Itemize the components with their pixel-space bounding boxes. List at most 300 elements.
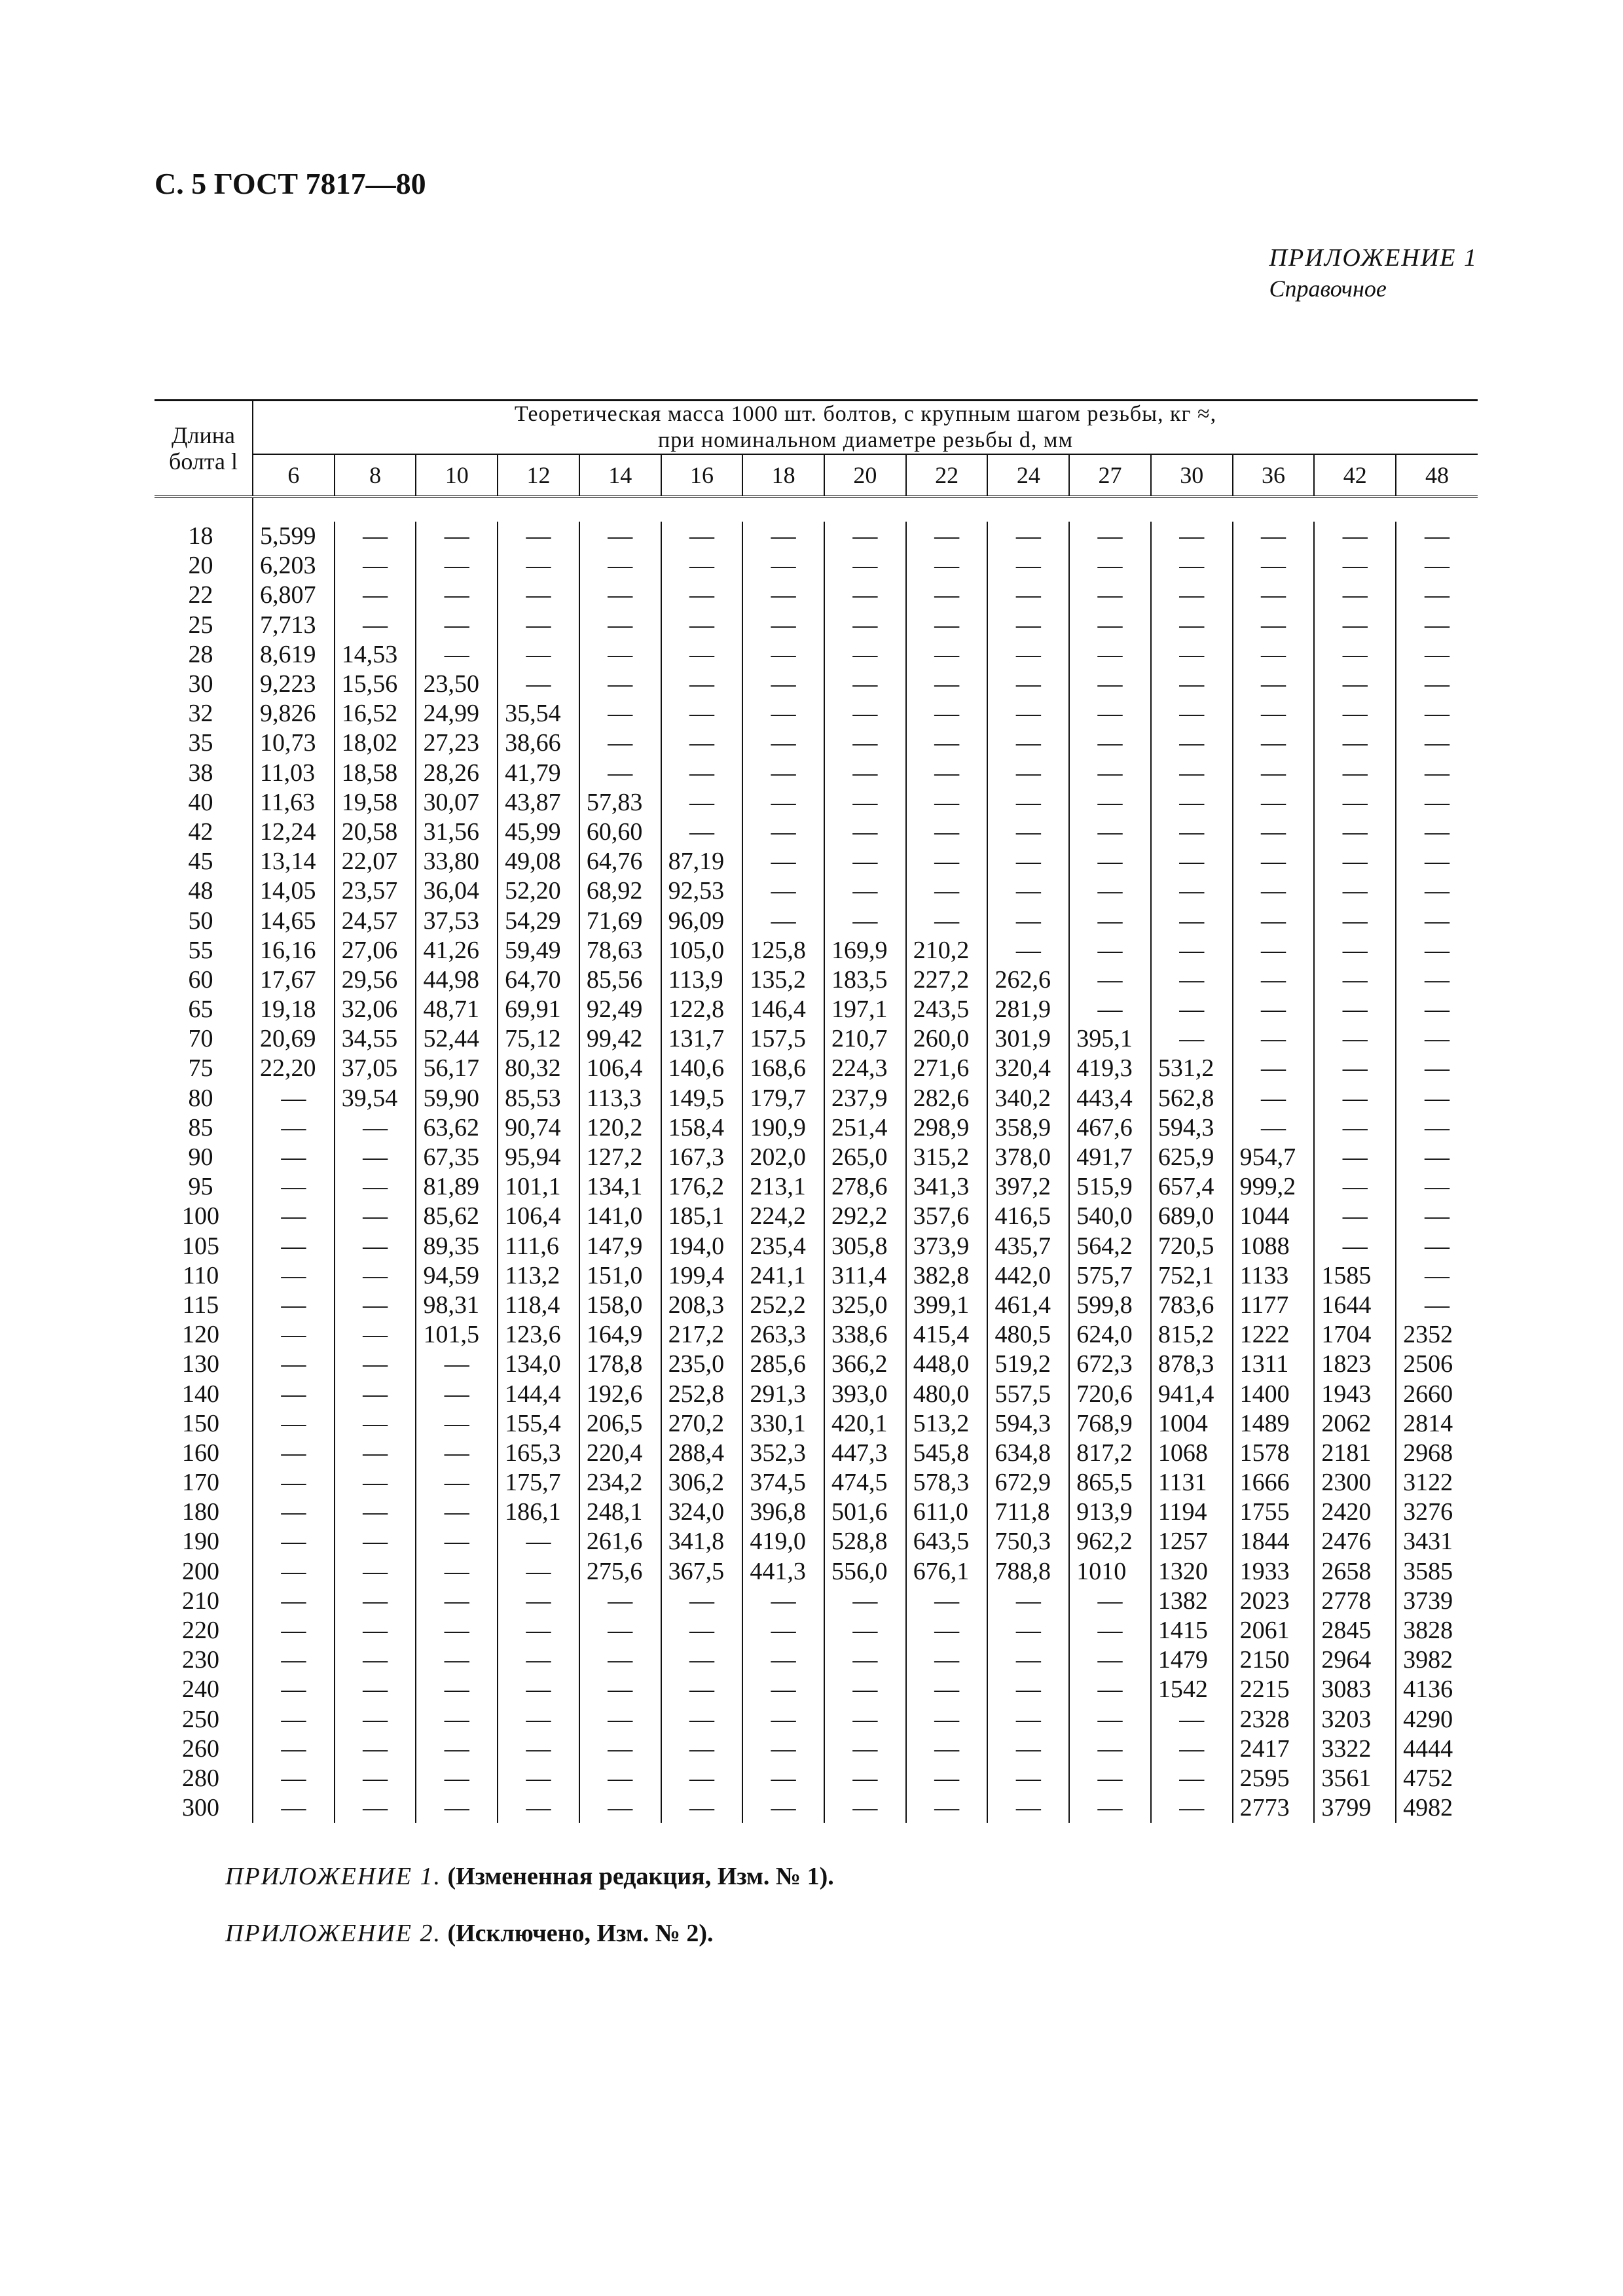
- mass-cell: —: [253, 1379, 335, 1408]
- mass-cell: —: [253, 1113, 335, 1143]
- mass-cell: —: [1314, 728, 1396, 758]
- length-cell: 90: [155, 1143, 253, 1172]
- mass-cell: —: [1425, 848, 1450, 876]
- mass-cell: 752,1: [1151, 1261, 1233, 1291]
- mass-cell: —: [987, 1764, 1069, 1793]
- mass-cell: —: [987, 611, 1069, 640]
- mass-cell: 2328: [1233, 1705, 1315, 1734]
- mass-cell: 24,99: [416, 699, 498, 728]
- mass-cell: 2150: [1233, 1645, 1315, 1675]
- mass-cell: —: [1425, 817, 1450, 846]
- mass-cell: 378,0: [987, 1143, 1069, 1172]
- mass-cell: —: [498, 611, 579, 640]
- length-cell: 22: [155, 581, 253, 610]
- length-cell: 48: [155, 876, 253, 906]
- mass-cell: 27,23: [416, 728, 498, 758]
- mass-cell: —: [498, 1557, 579, 1587]
- mass-cell: —: [1314, 1143, 1396, 1172]
- mass-cell: 624,0: [1069, 1320, 1151, 1350]
- mass-cell: 224,2: [742, 1202, 824, 1231]
- table-row: [155, 1320, 1478, 1350]
- length-cell: 55: [155, 936, 253, 965]
- appendix-subtitle: Справочное: [1269, 276, 1387, 302]
- mass-cell: 235,0: [661, 1350, 743, 1379]
- mass-cell: —: [1425, 1173, 1450, 1201]
- length-cell: 65: [155, 995, 253, 1024]
- mass-cell: —: [1425, 640, 1450, 668]
- mass-cell: 59,90: [416, 1084, 498, 1113]
- mass-cell: 146,4: [742, 995, 824, 1024]
- mass-cell: —: [1069, 1705, 1151, 1734]
- mass-cell: —: [824, 817, 906, 847]
- mass-cell: 540,0: [1069, 1202, 1151, 1231]
- mass-cell: —: [579, 728, 661, 758]
- mass-cell: 281,9: [987, 995, 1069, 1024]
- mass-cell: 54,29: [498, 906, 579, 935]
- table-row: [155, 906, 1478, 935]
- mass-cell: 338,6: [824, 1320, 906, 1350]
- mass-cell: —: [824, 759, 906, 788]
- mass-cell: 248,1: [579, 1498, 661, 1527]
- mass-cell: —: [824, 788, 906, 817]
- mass-cell: 118,4: [498, 1291, 579, 1320]
- mass-cell: —: [1314, 522, 1396, 551]
- mass-cell: 357,6: [906, 1202, 988, 1231]
- mass-cell: 36,04: [416, 876, 498, 906]
- mass-cell: 220,4: [579, 1439, 661, 1468]
- mass-cell: —: [335, 1616, 416, 1645]
- mass-cell: 101,1: [498, 1172, 579, 1202]
- mass-cell: —: [661, 581, 743, 610]
- mass-cell: 815,2: [1151, 1320, 1233, 1350]
- mass-cell: 120,2: [579, 1113, 661, 1143]
- mass-cell: —: [987, 699, 1069, 728]
- table-row: [155, 847, 1478, 876]
- table-row: [155, 1143, 1478, 1172]
- mass-cell: —: [253, 1261, 335, 1291]
- mass-cell: —: [416, 1734, 498, 1764]
- mass-cell: 271,6: [906, 1054, 988, 1083]
- mass-cell: 68,92: [579, 876, 661, 906]
- mass-cell: —: [335, 1261, 416, 1291]
- mass-cell: —: [416, 551, 498, 581]
- mass-cell: —: [1425, 759, 1450, 787]
- mass-cell: 202,0: [742, 1143, 824, 1172]
- table-row: [155, 1232, 1478, 1261]
- diameter-header: 10: [416, 454, 498, 497]
- mass-cell: 2300: [1314, 1468, 1396, 1498]
- mass-cell: 340,2: [987, 1084, 1069, 1113]
- mass-cell: 141,0: [579, 1202, 661, 1231]
- mass-cell: 140,6: [661, 1054, 743, 1083]
- mass-cell: 48,71: [416, 995, 498, 1024]
- mass-cell: 3083: [1314, 1675, 1396, 1704]
- mass-cell: 275,6: [579, 1557, 661, 1587]
- mass-cell: —: [1425, 1261, 1450, 1289]
- table-row: [155, 1793, 1478, 1823]
- mass-cell: —: [1151, 1705, 1233, 1734]
- length-cell: 38: [155, 759, 253, 788]
- mass-cell: 2023: [1233, 1587, 1315, 1616]
- mass-cell: —: [1069, 1734, 1151, 1764]
- mass-cell: 13,14: [253, 847, 335, 876]
- mass-cell: 5,599: [253, 522, 335, 551]
- table-spacer-row: [155, 497, 1478, 522]
- mass-cell: —: [742, 1616, 824, 1645]
- diameter-header-row: [155, 454, 1478, 497]
- mass-cell: —: [416, 1793, 498, 1823]
- table-row: [155, 1350, 1478, 1379]
- mass-cell: —: [1069, 1764, 1151, 1793]
- mass-cell: 305,8: [824, 1232, 906, 1261]
- table-row: [155, 1113, 1478, 1143]
- mass-cell: —: [906, 1764, 988, 1793]
- mass-cell: —: [824, 1734, 906, 1764]
- mass-cell: —: [498, 551, 579, 581]
- mass-cell: —: [1233, 936, 1315, 965]
- mass-cell: 90,74: [498, 1113, 579, 1143]
- mass-cell: —: [661, 1587, 743, 1616]
- mass-cell: 127,2: [579, 1143, 661, 1172]
- mass-cell: —: [824, 670, 906, 699]
- mass-cell: 298,9: [906, 1113, 988, 1143]
- mass-cell: 134,0: [498, 1350, 579, 1379]
- mass-cell: 151,0: [579, 1261, 661, 1291]
- table-row: [155, 551, 1478, 581]
- mass-cell: 467,6: [1069, 1113, 1151, 1143]
- table-row: [155, 1024, 1478, 1054]
- mass-cell: 35,54: [498, 699, 579, 728]
- mass-cell: —: [1151, 1764, 1233, 1793]
- mass-cell: —: [579, 1793, 661, 1823]
- mass-cell: 3739: [1403, 1587, 1453, 1615]
- mass-cell: 1578: [1233, 1439, 1315, 1468]
- mass-cell: 3431: [1403, 1528, 1453, 1556]
- table-row: [155, 728, 1478, 758]
- mass-cell: —: [253, 1734, 335, 1764]
- mass-cell: —: [742, 670, 824, 699]
- mass-cell: —: [1314, 995, 1396, 1024]
- mass-cell: —: [1425, 1113, 1450, 1141]
- mass-cell: —: [661, 1764, 743, 1793]
- mass-cell: —: [906, 847, 988, 876]
- mass-cell: 962,2: [1069, 1527, 1151, 1556]
- mass-cell: 235,4: [742, 1232, 824, 1261]
- mass-cell: 324,0: [661, 1498, 743, 1527]
- mass-cell: 1068: [1151, 1439, 1233, 1468]
- mass-cell: 1933: [1233, 1557, 1315, 1587]
- mass-cell: 15,56: [335, 670, 416, 699]
- mass-cell: 288,4: [661, 1439, 743, 1468]
- mass-cell: 2845: [1314, 1616, 1396, 1645]
- length-cell: 260: [155, 1734, 253, 1764]
- mass-cell: 262,6: [987, 965, 1069, 995]
- mass-cell: 95,94: [498, 1143, 579, 1172]
- mass-cell: —: [579, 640, 661, 670]
- mass-cell: 783,6: [1151, 1291, 1233, 1320]
- mass-cell: 75,12: [498, 1024, 579, 1054]
- mass-cell: —: [824, 581, 906, 610]
- mass-cell: —: [742, 817, 824, 847]
- mass-cell: —: [1314, 1054, 1396, 1083]
- mass-cell: —: [906, 1734, 988, 1764]
- mass-cell: 1257: [1151, 1527, 1233, 1556]
- mass-cell: 711,8: [987, 1498, 1069, 1527]
- mass-cell: —: [1151, 1734, 1233, 1764]
- mass-cell: —: [824, 1587, 906, 1616]
- mass-cell: —: [253, 1409, 335, 1439]
- spacer-cell: [253, 497, 1478, 522]
- mass-cell: 393,0: [824, 1379, 906, 1408]
- mass-cell: 197,1: [824, 995, 906, 1024]
- mass-cell: 122,8: [661, 995, 743, 1024]
- mass-cell: 448,0: [906, 1350, 988, 1379]
- mass-cell: 39,54: [335, 1084, 416, 1113]
- mass-cell: 165,3: [498, 1439, 579, 1468]
- length-cell: 190: [155, 1527, 253, 1556]
- mass-cell: 10,73: [253, 728, 335, 758]
- mass-cell: —: [253, 1527, 335, 1556]
- table-row: [155, 1616, 1478, 1645]
- mass-cell: —: [335, 1734, 416, 1764]
- mass-cell: 60,60: [579, 817, 661, 847]
- length-cell: 170: [155, 1468, 253, 1498]
- mass-cell: —: [1314, 847, 1396, 876]
- mass-cell: —: [498, 1616, 579, 1645]
- mass-cell: —: [987, 1793, 1069, 1823]
- mass-cell: 594,3: [987, 1409, 1069, 1439]
- mass-cell: 2061: [1233, 1616, 1315, 1645]
- mass-cell: —: [824, 640, 906, 670]
- mass-cell: 352,3: [742, 1439, 824, 1468]
- length-cell: 30: [155, 670, 253, 699]
- mass-cell: —: [742, 1705, 824, 1734]
- mass-cell: 501,6: [824, 1498, 906, 1527]
- mass-cell: —: [661, 1705, 743, 1734]
- mass-cell: —: [335, 581, 416, 610]
- note-appendix-2: [225, 1919, 714, 1948]
- length-cell: 40: [155, 788, 253, 817]
- mass-cell: 720,5: [1151, 1232, 1233, 1261]
- table-row: [155, 965, 1478, 995]
- mass-cell: —: [416, 1527, 498, 1556]
- mass-cell: 315,2: [906, 1143, 988, 1172]
- mass-cell: 720,6: [1069, 1379, 1151, 1408]
- mass-cell: 480,0: [906, 1379, 988, 1408]
- mass-cell: 131,7: [661, 1024, 743, 1054]
- mass-cell: 1704: [1314, 1320, 1396, 1350]
- mass-cell: 643,5: [906, 1527, 988, 1556]
- mass-cell: —: [579, 581, 661, 610]
- table-caption-line-2: при номинальном диаметре резьбы d, мм: [658, 428, 1073, 452]
- mass-cell: —: [1069, 817, 1151, 847]
- mass-cell: —: [1069, 906, 1151, 935]
- mass-cell: 147,9: [579, 1232, 661, 1261]
- mass-cell: —: [661, 1675, 743, 1704]
- mass-cell: —: [987, 581, 1069, 610]
- table-row: [155, 1557, 1478, 1587]
- mass-cell: 208,3: [661, 1291, 743, 1320]
- mass-cell: —: [987, 1675, 1069, 1704]
- mass-cell: 491,7: [1069, 1143, 1151, 1172]
- mass-cell: 28,26: [416, 759, 498, 788]
- mass-cell: —: [579, 1675, 661, 1704]
- table-row: [155, 1705, 1478, 1734]
- mass-cell: 419,0: [742, 1527, 824, 1556]
- mass-cell: 1542: [1151, 1675, 1233, 1704]
- mass-cell: —: [824, 1764, 906, 1793]
- mass-cell: —: [1425, 729, 1450, 757]
- mass-cell: 399,1: [906, 1291, 988, 1320]
- mass-cell: 382,8: [906, 1261, 988, 1291]
- mass-cell: —: [1151, 670, 1233, 699]
- mass-cell: —: [1314, 965, 1396, 995]
- mass-cell: —: [824, 699, 906, 728]
- mass-cell: —: [906, 640, 988, 670]
- mass-cell: —: [742, 759, 824, 788]
- mass-cell: —: [1233, 551, 1315, 581]
- mass-cell: —: [1151, 1024, 1233, 1054]
- mass-cell: —: [742, 788, 824, 817]
- mass-cell: —: [416, 1498, 498, 1527]
- mass-cell: —: [987, 670, 1069, 699]
- mass-cell: 291,3: [742, 1379, 824, 1408]
- mass-cell: —: [579, 1764, 661, 1793]
- appendix-block: [1269, 243, 1478, 302]
- mass-cell: —: [742, 1587, 824, 1616]
- mass-cell: 123,6: [498, 1320, 579, 1350]
- table-row: [155, 611, 1478, 640]
- mass-cell: 45,99: [498, 817, 579, 847]
- mass-cell: 575,7: [1069, 1261, 1151, 1291]
- length-cell: 25: [155, 611, 253, 640]
- mass-cell: 33,80: [416, 847, 498, 876]
- mass-cell: —: [498, 1793, 579, 1823]
- mass-cell: 2417: [1233, 1734, 1315, 1764]
- mass-cell: —: [335, 522, 416, 551]
- mass-cell: 301,9: [987, 1024, 1069, 1054]
- mass-cell: —: [987, 876, 1069, 906]
- mass-cell: 531,2: [1151, 1054, 1233, 1083]
- mass-cell: 23,57: [335, 876, 416, 906]
- table-caption: [253, 401, 1478, 455]
- mass-cell: 20,69: [253, 1024, 335, 1054]
- mass-cell: 817,2: [1069, 1439, 1151, 1468]
- mass-cell: —: [253, 1143, 335, 1172]
- mass-cell: 545,8: [906, 1439, 988, 1468]
- mass-cell: —: [253, 1291, 335, 1320]
- mass-cell: 22,07: [335, 847, 416, 876]
- mass-cell: —: [416, 522, 498, 551]
- mass-cell: 1644: [1314, 1291, 1396, 1320]
- mass-cell: 178,8: [579, 1350, 661, 1379]
- length-cell: 80: [155, 1084, 253, 1113]
- mass-cell: —: [906, 699, 988, 728]
- mass-cell: —: [1069, 936, 1151, 965]
- mass-cell: —: [987, 788, 1069, 817]
- mass-cell: —: [416, 1409, 498, 1439]
- mass-cell: —: [906, 1645, 988, 1675]
- mass-cell: —: [335, 1793, 416, 1823]
- mass-cell: —: [1233, 788, 1315, 817]
- mass-cell: —: [906, 1616, 988, 1645]
- mass-cell: 556,0: [824, 1557, 906, 1587]
- mass-cell: —: [498, 581, 579, 610]
- mass-cell: —: [1151, 847, 1233, 876]
- mass-cell: 913,9: [1069, 1498, 1151, 1527]
- mass-cell: —: [1151, 1793, 1233, 1823]
- mass-cell: —: [1233, 611, 1315, 640]
- mass-cell: —: [1314, 699, 1396, 728]
- mass-cell: 3561: [1314, 1764, 1396, 1793]
- mass-cell: 435,7: [987, 1232, 1069, 1261]
- mass-cell: —: [661, 728, 743, 758]
- mass-cell: 480,5: [987, 1320, 1069, 1350]
- mass-cell: 34,55: [335, 1024, 416, 1054]
- mass-cell: —: [498, 1705, 579, 1734]
- table-row: [155, 1261, 1478, 1291]
- mass-cell: —: [1314, 611, 1396, 640]
- mass-cell: —: [1233, 670, 1315, 699]
- mass-cell: 144,4: [498, 1379, 579, 1408]
- mass-cell: 2476: [1314, 1527, 1396, 1556]
- mass-cell: —: [906, 611, 988, 640]
- mass-cell: —: [579, 1705, 661, 1734]
- mass-cell: —: [1425, 581, 1450, 609]
- mass-cell: 1004: [1151, 1409, 1233, 1439]
- note-appendix-1: [225, 1862, 834, 1891]
- mass-cell: 31,56: [416, 817, 498, 847]
- length-cell: 110: [155, 1261, 253, 1291]
- mass-cell: 367,5: [661, 1557, 743, 1587]
- mass-cell: —: [661, 1734, 743, 1764]
- table-row: [155, 1409, 1478, 1439]
- mass-cell: —: [1233, 759, 1315, 788]
- mass-cell: —: [1314, 551, 1396, 581]
- mass-cell: —: [1151, 551, 1233, 581]
- mass-cell: —: [416, 1379, 498, 1408]
- diameter-header: 30: [1151, 454, 1233, 497]
- mass-cell: —: [906, 788, 988, 817]
- note-label: ПРИЛОЖЕНИЕ 2.: [225, 1920, 441, 1947]
- mass-cell: 29,56: [335, 965, 416, 995]
- mass-cell: —: [335, 1320, 416, 1350]
- table-row: [155, 995, 1478, 1024]
- mass-cell: —: [906, 1793, 988, 1823]
- mass-cell: —: [335, 1172, 416, 1202]
- mass-cell: 206,5: [579, 1409, 661, 1439]
- mass-cell: 2964: [1314, 1645, 1396, 1675]
- mass-cell: —: [335, 1232, 416, 1261]
- note-text: (Измененная редакция, Изм. № 1).: [447, 1863, 834, 1890]
- mass-cell: —: [253, 1202, 335, 1231]
- mass-cell: 30,07: [416, 788, 498, 817]
- mass-cell: —: [1425, 1232, 1450, 1260]
- mass-cell: 105,0: [661, 936, 743, 965]
- mass-cell: 234,2: [579, 1468, 661, 1498]
- mass-cell: 20,58: [335, 817, 416, 847]
- mass-cell: 594,3: [1151, 1113, 1233, 1143]
- mass-cell: —: [987, 759, 1069, 788]
- mass-cell: 11,03: [253, 759, 335, 788]
- mass-cell: 135,2: [742, 965, 824, 995]
- mass-cell: 106,4: [498, 1202, 579, 1231]
- mass-cell: 285,6: [742, 1350, 824, 1379]
- mass-cell: —: [1314, 581, 1396, 610]
- mass-cell: 2420: [1314, 1498, 1396, 1527]
- mass-cell: —: [824, 1645, 906, 1675]
- mass-cell: —: [498, 1675, 579, 1704]
